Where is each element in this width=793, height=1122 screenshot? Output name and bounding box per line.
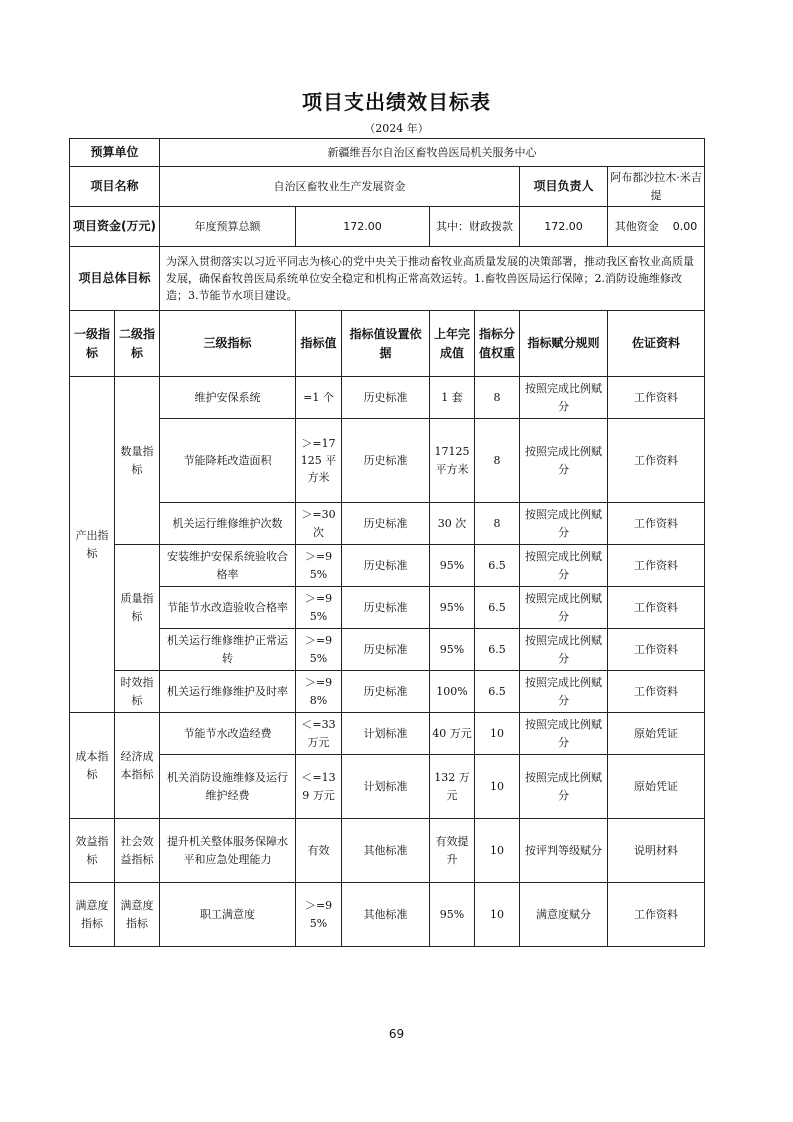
group-quality: 质量指标 [115,545,160,671]
indicator-basis: 历史标准 [342,377,430,419]
indicator-last: 132 万元 [430,755,475,819]
col-last-year: 上年完成值 [430,311,475,377]
budget-unit-row [70,139,705,167]
col-weight: 指标分值权重 [475,311,520,377]
indicator-value: ＞=95% [296,629,342,671]
group-benefit: 效益指标 [70,819,115,883]
indicator-rule: 满意度赋分 [520,883,608,947]
indicator-last: 1 套 [430,377,475,419]
indicator-name: 机关运行维修维护正常运转 [160,629,296,671]
annual-budget-value: 172.00 [296,207,430,247]
indicator-rule: 按照完成比例赋分 [520,587,608,629]
table-row [70,755,705,819]
project-owner-label: 项目负责人 [520,167,608,207]
table-row [70,713,705,755]
indicator-basis: 历史标准 [342,671,430,713]
group-economic-cost: 经济成本指标 [115,713,160,819]
indicator-name: 提升机关整体服务保障水平和应急处理能力 [160,819,296,883]
indicator-basis: 历史标准 [342,503,430,545]
indicator-name: 机关运行维修维护及时率 [160,671,296,713]
indicator-value: ＞=30 次 [296,503,342,545]
annual-budget-label: 年度预算总额 [160,207,296,247]
indicator-rule: 按照完成比例赋分 [520,713,608,755]
indicator-value: ＞=98% [296,671,342,713]
group-satisfaction: 满意度指标 [70,883,115,947]
indicator-value: ＞=95% [296,545,342,587]
indicator-name: 职工满意度 [160,883,296,947]
page-title: 项目支出绩效目标表 [302,90,491,114]
indicator-weight: 6.5 [475,671,520,713]
indicator-weight: 8 [475,419,520,503]
indicator-rule: 按照完成比例赋分 [520,503,608,545]
indicator-name: 维护安保系统 [160,377,296,419]
project-name-row [70,167,705,207]
column-header-row [70,311,705,377]
col-level2: 二级指标 [115,311,160,377]
indicator-evidence: 工作资料 [608,671,705,713]
indicator-basis: 计划标准 [342,713,430,755]
other-fund-amount: 0.00 [672,219,698,233]
indicator-basis: 其他标准 [342,819,430,883]
indicator-weight: 10 [475,883,520,947]
project-fund-label: 项目资金(万元) [70,207,160,247]
col-rule: 指标赋分规则 [520,311,608,377]
indicator-name: 节能节水改造验收合格率 [160,587,296,629]
indicator-evidence: 工作资料 [608,629,705,671]
project-name-label: 项目名称 [70,167,160,207]
table-row [70,587,705,629]
indicator-rule: 按照完成比例赋分 [520,377,608,419]
group-satisfaction-sub: 满意度指标 [115,883,160,947]
indicator-last: 40 万元 [430,713,475,755]
indicator-rule: 按照完成比例赋分 [520,545,608,587]
indicator-name: 机关运行维修维护次数 [160,503,296,545]
table-row [70,545,705,587]
indicator-value: ＞=95% [296,587,342,629]
indicator-evidence: 说明材料 [608,819,705,883]
indicator-evidence: 工作资料 [608,545,705,587]
indicator-basis: 历史标准 [342,419,430,503]
indicator-basis: 历史标准 [342,587,430,629]
indicator-basis: 历史标准 [342,545,430,587]
col-evidence: 佐证资料 [608,311,705,377]
indicator-last: 95% [430,883,475,947]
indicator-basis: 计划标准 [342,755,430,819]
indicator-weight: 8 [475,377,520,419]
other-fund-label: 其他资金 [614,219,659,233]
indicator-weight: 10 [475,755,520,819]
indicator-value: ＞=17125 平方米 [296,419,342,503]
budget-unit-label: 预算单位 [70,139,160,167]
indicator-basis: 其他标准 [342,883,430,947]
overall-goal-row [70,247,705,311]
indicator-last: 95% [430,587,475,629]
indicator-evidence: 原始凭证 [608,713,705,755]
performance-table [69,138,705,947]
indicator-weight: 8 [475,503,520,545]
col-value: 指标值 [296,311,342,377]
other-fund-value [608,207,705,247]
indicator-evidence: 原始凭证 [608,755,705,819]
indicator-value: ＞=95% [296,883,342,947]
fiscal-label: 其中：财政拨款 [430,207,520,247]
table-row [70,629,705,671]
year-label: （2024 年） [364,122,429,135]
indicator-value: 有效 [296,819,342,883]
table-row [70,883,705,947]
indicator-rule: 按照完成比例赋分 [520,755,608,819]
indicator-value: ＜=33 万元 [296,713,342,755]
table-row [70,819,705,883]
group-output: 产出指标 [70,377,115,713]
group-timeliness: 时效指标 [115,671,160,713]
indicator-weight: 6.5 [475,545,520,587]
indicator-basis: 历史标准 [342,629,430,671]
indicator-weight: 10 [475,713,520,755]
indicator-rule: 按照完成比例赋分 [520,629,608,671]
indicator-name: 安装维护安保系统验收合格率 [160,545,296,587]
indicator-evidence: 工作资料 [608,587,705,629]
indicator-rule: 按评判等级赋分 [520,819,608,883]
indicator-rule: 按照完成比例赋分 [520,671,608,713]
group-social-benefit: 社会效益指标 [115,819,160,883]
indicator-weight: 10 [475,819,520,883]
indicator-weight: 6.5 [475,629,520,671]
indicator-last: 95% [430,545,475,587]
indicator-evidence: 工作资料 [608,503,705,545]
indicator-rule: 按照完成比例赋分 [520,419,608,503]
indicator-last: 30 次 [430,503,475,545]
col-level1: 一级指标 [70,311,115,377]
indicator-name: 节能节水改造经费 [160,713,296,755]
project-name-value: 自治区畜牧业生产发展资金 [160,167,520,207]
indicator-last: 17125 平方米 [430,419,475,503]
fiscal-value: 172.00 [520,207,608,247]
overall-goal-value: 为深入贯彻落实以习近平同志为核心的党中央关于推动畜牧业高质量发展的决策部署，推动我区畜牧业高质量发展，确保畜牧兽医局系统单位安全稳定和机构正常高效运转。1.畜牧兽医局运行保障；2.消防设施维修改造；3.节能节水项目建设。 [160,247,705,311]
table-row [70,419,705,503]
col-basis: 指标值设置依据 [342,311,430,377]
project-fund-row [70,207,705,247]
indicator-last: 有效提升 [430,819,475,883]
group-quantity: 数量指标 [115,377,160,545]
table-row [70,671,705,713]
indicator-value: ＜=139 万元 [296,755,342,819]
indicator-weight: 6.5 [475,587,520,629]
indicator-evidence: 工作资料 [608,377,705,419]
indicator-name: 机关消防设施维修及运行维护经费 [160,755,296,819]
indicator-value: =1 个 [296,377,342,419]
indicator-last: 95% [430,629,475,671]
indicator-last: 100% [430,671,475,713]
budget-unit-value: 新疆维吾尔自治区畜牧兽医局机关服务中心 [160,139,705,167]
overall-goal-label: 项目总体目标 [70,247,160,311]
table-row [70,377,705,419]
indicator-name: 节能降耗改造面积 [160,419,296,503]
project-owner-value: 阿布都沙拉木·米吉提 [608,167,705,207]
col-level3: 三级指标 [160,311,296,377]
indicator-evidence: 工作资料 [608,419,705,503]
indicator-evidence: 工作资料 [608,883,705,947]
page-number: 69 [388,1027,405,1041]
group-cost: 成本指标 [70,713,115,819]
table-row [70,503,705,545]
